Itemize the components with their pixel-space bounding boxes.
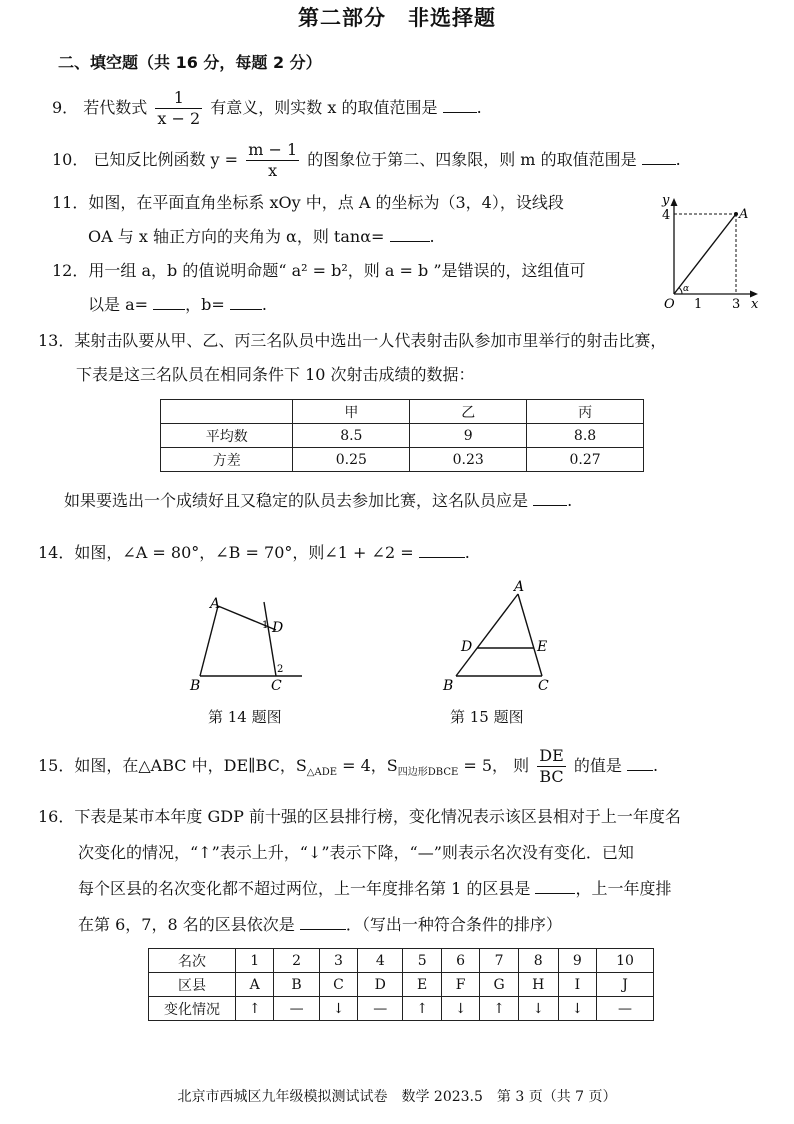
label-A: A xyxy=(514,579,525,595)
q13-number: 13． xyxy=(38,331,75,350)
q13-question: 如果要选出一个成绩好且又稳定的队员去参加比赛，这名队员应是 xyxy=(64,491,529,510)
x-tick-3: 3 xyxy=(732,297,741,312)
q9-post: 有意义，则实数 x 的取值范围是 xyxy=(210,98,438,117)
y-axis-arrow-icon xyxy=(671,198,678,206)
q11-number: 11． xyxy=(52,193,89,212)
q15-s2-value: = 5， xyxy=(458,756,509,775)
x-tick-1: 1 xyxy=(694,297,703,312)
q15-post: 的值是 xyxy=(573,756,622,775)
table-cell: — xyxy=(597,997,654,1021)
q15-number: 15． xyxy=(38,756,75,775)
angle-1-label: 1 xyxy=(262,620,269,631)
point-A-label: A xyxy=(739,207,749,222)
table-cell: 2 xyxy=(274,949,319,973)
q14-answer-blank[interactable] xyxy=(419,543,465,558)
q12-b-blank[interactable] xyxy=(230,295,262,310)
table-cell: E xyxy=(403,973,441,997)
angle-alpha-arc xyxy=(679,288,682,294)
q15-s2-subscript: 四边形DBCE xyxy=(397,767,459,779)
question-13-ask: 如果要选出一个成绩好且又稳定的队员去参加比赛，这名队员应是 . xyxy=(64,491,573,510)
table-cell: 0.23 xyxy=(410,448,527,472)
page-title: 第二部分 非选择题 xyxy=(298,6,496,30)
table-cell: — xyxy=(358,997,403,1021)
table-row-label: 区县 xyxy=(149,973,236,997)
label-B: B xyxy=(190,678,201,694)
x-axis-label: x xyxy=(751,297,759,312)
question-9: 9． 若代数式 $\frac{1}{x - 2}$ 有意义，则实数 x 的取值范围是 . xyxy=(52,88,482,128)
table-cell: 0.25 xyxy=(293,448,410,472)
page-footer: 北京市西城区九年级模拟测试试卷 数学 2023.5 第 3 页（共 7 页） xyxy=(177,1089,617,1105)
table-row xyxy=(149,973,654,997)
table-cell: D xyxy=(358,973,403,997)
q15-fraction xyxy=(537,746,566,787)
table-cell: 5 xyxy=(403,949,441,973)
question-13 xyxy=(38,330,666,352)
table-cell: 8 xyxy=(518,949,558,973)
q11-answer-blank[interactable] xyxy=(390,227,430,242)
question-10: 10． 已知反比例函数 y = $\frac{m - 1}{x}$ 的图象位于第二、四象限，则 m 的取值范围是 . xyxy=(52,140,681,180)
q10-fraction-numerator: m − 1 xyxy=(248,140,298,159)
label-C: C xyxy=(271,678,282,694)
table-cell: B xyxy=(274,973,319,997)
side-AB xyxy=(200,606,218,676)
table-cell: G xyxy=(480,973,518,997)
segment-OA xyxy=(674,214,736,294)
q12-line2-a: 以是 a= xyxy=(88,295,149,314)
label-B: B xyxy=(443,678,454,694)
table-header-cell: 乙 xyxy=(410,400,527,424)
table-cell: ↓ xyxy=(518,997,558,1021)
table-row xyxy=(149,997,654,1021)
table-cell: C xyxy=(319,973,357,997)
q10-pre: 已知反比例函数 y = xyxy=(93,150,239,169)
table-cell: 9 xyxy=(558,949,596,973)
label-D: D xyxy=(461,639,473,655)
transversal-line xyxy=(264,602,276,676)
table-row-label: 变化情况 xyxy=(149,997,236,1021)
q12-number: 12． xyxy=(52,261,89,280)
q9-answer-blank[interactable] xyxy=(443,98,477,113)
y-axis-label: y xyxy=(662,193,670,208)
table-cell: 9 xyxy=(410,424,527,448)
q12-a-blank[interactable] xyxy=(153,295,185,310)
table-cell: A xyxy=(236,973,274,997)
q11-line2: OA 与 x 轴正方向的夹角为 α，则 tanα= xyxy=(88,227,385,246)
q16-first-blank[interactable] xyxy=(535,879,575,894)
label-E: E xyxy=(537,639,548,655)
table-row xyxy=(149,949,654,973)
table-cell: ↑ xyxy=(480,997,518,1021)
table-cell: F xyxy=(441,973,479,997)
q15-post-pre: 则 xyxy=(513,756,530,775)
section-heading: 二、填空题（共 16 分，每题 2 分） xyxy=(58,53,322,72)
origin-label: O xyxy=(664,297,675,312)
q15-s1-value: = 4， xyxy=(337,756,387,775)
table-cell: ↓ xyxy=(558,997,596,1021)
point-A-dot xyxy=(734,212,738,216)
table-cell: ↑ xyxy=(236,997,274,1021)
q12-line2-b: ，b= xyxy=(185,295,225,314)
table-cell: 8.8 xyxy=(527,424,644,448)
q13-line1: 某射击队要从甲、乙、丙三名队员中选出一人代表射击队参加市里举行的射击比赛， xyxy=(74,331,667,350)
table-cell: 8.5 xyxy=(293,424,410,448)
q9-pre: 若代数式 xyxy=(83,98,148,117)
table-header-cell: 甲 xyxy=(293,400,410,424)
q11-coordinate-figure xyxy=(636,192,762,312)
q16-line1: 下表是某市本年度 GDP 前十强的区县排行榜，变化情况表示该区县相对于上一年度名 xyxy=(74,807,681,826)
q11-line1: 如图，在平面直角坐标系 xOy 中，点 A 的坐标为（3，4），设线段 xyxy=(88,193,564,212)
q13-answer-blank[interactable] xyxy=(533,491,567,506)
table-header-row xyxy=(161,400,644,424)
table-cell: ↓ xyxy=(319,997,357,1021)
figure-14-caption: 第 14 题图 xyxy=(208,708,282,726)
q9-fraction-denominator: x − 2 xyxy=(157,109,201,128)
question-11-line2: OA 与 x 轴正方向的夹角为 α，则 tanα= . xyxy=(88,227,435,246)
table-cell: 7 xyxy=(480,949,518,973)
angle-alpha-label: α xyxy=(683,284,690,294)
table-cell: ↑ xyxy=(403,997,441,1021)
question-13-line2: 下表是这三名队员在相同条件下 10 次射击成绩的数据： xyxy=(76,365,475,384)
q14-text: 如图，∠A = 80°，∠B = 70°，则∠1 + ∠2 = xyxy=(74,543,414,562)
table-cell: 10 xyxy=(597,949,654,973)
table-row-label: 名次 xyxy=(149,949,236,973)
q15-answer-blank[interactable] xyxy=(627,756,653,771)
table-cell: — xyxy=(274,997,319,1021)
angle-2-label: 2 xyxy=(277,664,284,675)
q13-score-table xyxy=(160,399,644,472)
q9-fraction xyxy=(155,88,202,129)
q15-fraction-denominator: BC xyxy=(539,767,564,786)
q10-number: 10． xyxy=(52,150,89,169)
question-16 xyxy=(38,806,681,828)
question-16-line4 xyxy=(78,914,562,936)
q16-line3-a: 每个区县的名次变化都不超过两位，上一年度排名第 1 的区县是 xyxy=(78,879,531,898)
q10-answer-blank[interactable] xyxy=(642,150,676,165)
q14-number: 14． xyxy=(38,543,75,562)
q15-pre: 如图，在△ABC 中，DE∥BC， xyxy=(74,756,296,775)
y-tick-4: 4 xyxy=(662,208,671,223)
q10-post: 的图象位于第二、四象限，则 m 的取值范围是 xyxy=(307,150,637,169)
question-14: 14．如图，∠A = 80°，∠B = 70°，则∠1 + ∠2 = . xyxy=(38,543,470,562)
table-cell: H xyxy=(518,973,558,997)
q9-fraction-numerator: 1 xyxy=(155,88,202,109)
q16-number: 16． xyxy=(38,807,75,826)
label-D: D xyxy=(272,620,284,636)
q15-s2: S xyxy=(386,756,398,775)
q16-line3-b: ，上一年度排 xyxy=(575,879,672,898)
table-cell: 4 xyxy=(358,949,403,973)
q9-number: 9． xyxy=(52,98,79,117)
question-15: 15．如图，在△ABC 中，DE∥BC，$S_{\triangle ADE} = 4$，$S_{四边形DBCE} = 5$， 则 $\frac{DE}{BC}$ 的值是 . xyxy=(38,746,659,786)
side-AB xyxy=(456,594,518,676)
table-cell: 方差 xyxy=(161,448,293,472)
question-12-line2: 以是 a= ，b= . xyxy=(88,295,267,314)
table-row xyxy=(161,448,644,472)
q16-second-blank[interactable] xyxy=(300,915,346,930)
table-cell: 1 xyxy=(236,949,274,973)
q16-ranking-table xyxy=(148,948,654,1021)
question-11 xyxy=(52,192,564,214)
table-cell: J xyxy=(597,973,654,997)
table-cell: 6 xyxy=(441,949,479,973)
table-header-cell xyxy=(161,400,293,424)
label-A: A xyxy=(210,596,221,612)
q15-fraction-numerator: DE xyxy=(539,746,564,765)
figure-15-caption: 第 15 题图 xyxy=(450,708,524,726)
q10-fraction xyxy=(246,140,299,181)
table-cell: 0.27 xyxy=(527,448,644,472)
q15-s1-subscript: △ADE xyxy=(306,767,338,779)
question-16-line3 xyxy=(78,878,671,900)
question-16-line2: 次变化的情况，“↑”表示上升，“↓”表示下降，“—”则表示名次没有变化．已知 xyxy=(78,843,634,862)
q16-line4-b: ．（写出一种符合条件的排序） xyxy=(345,915,562,934)
side-AC xyxy=(518,594,542,676)
q15-s1: S xyxy=(295,756,307,775)
table-row xyxy=(161,424,644,448)
table-cell: I xyxy=(558,973,596,997)
table-header-cell: 丙 xyxy=(527,400,644,424)
q12-line1: 用一组 a，b 的值说明命题“ a² = b²，则 a = b ”是错误的，这组值可 xyxy=(88,261,586,280)
q10-fraction-denominator: x xyxy=(268,161,278,180)
q16-line4-a: 在第 6，7，8 名的区县依次是 xyxy=(78,915,295,934)
figure-15 xyxy=(434,578,564,696)
table-cell: 平均数 xyxy=(161,424,293,448)
figure-14 xyxy=(184,590,314,696)
table-cell: ↓ xyxy=(441,997,479,1021)
table-cell: 3 xyxy=(319,949,357,973)
label-C: C xyxy=(538,678,549,694)
question-12 xyxy=(52,260,586,282)
